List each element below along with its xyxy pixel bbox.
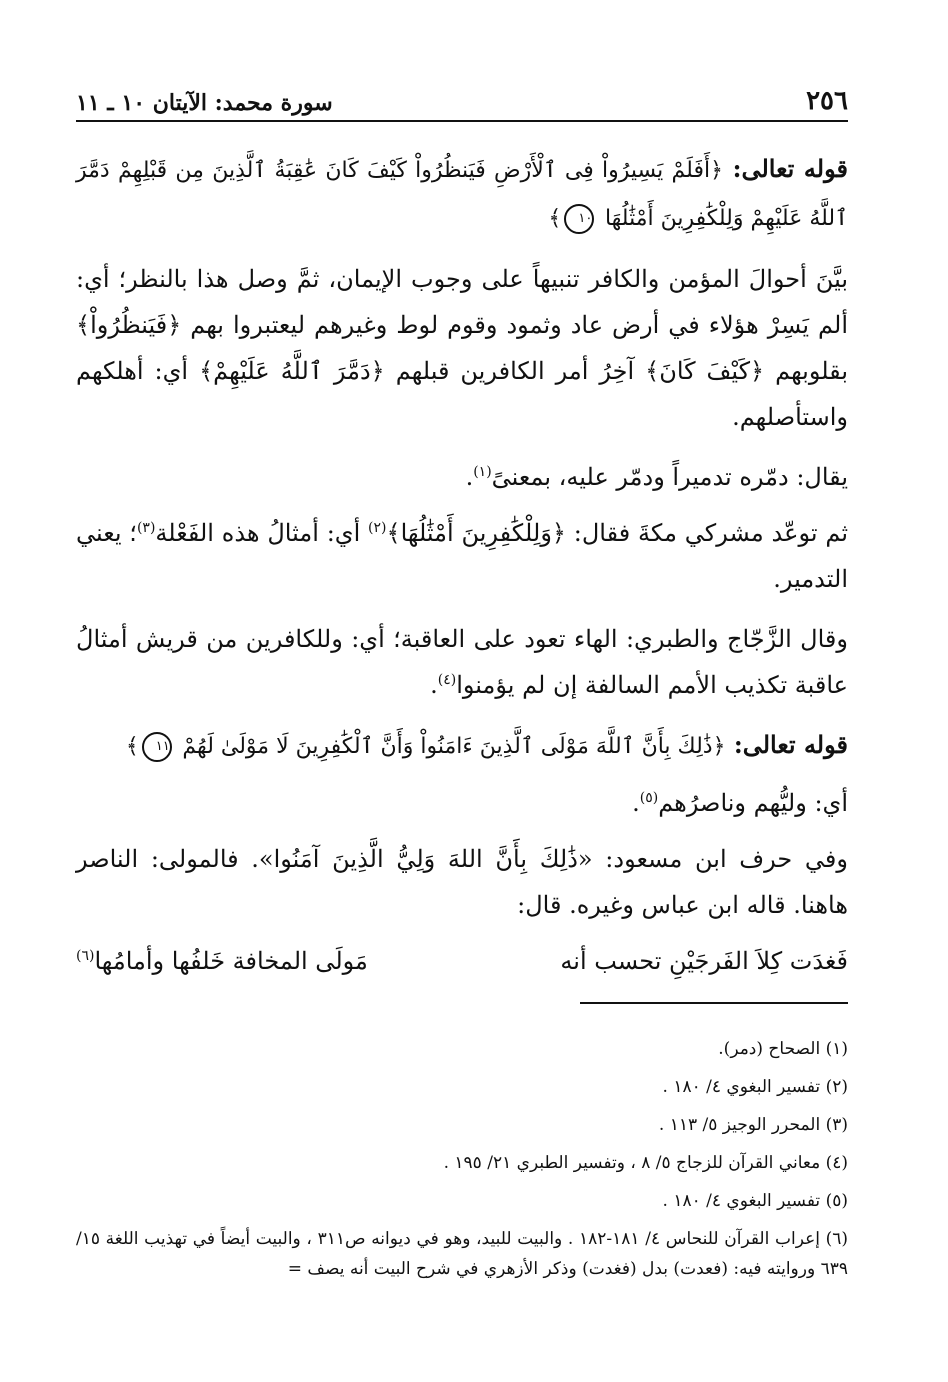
- commentary-paragraph: [76, 780, 848, 826]
- page-header: [76, 82, 848, 122]
- verse-lead: قوله تعالى:: [725, 730, 848, 759]
- commentary-paragraph: [76, 510, 848, 602]
- footnote-ref[interactable]: (١): [473, 464, 492, 480]
- commentary-paragraph: [76, 256, 848, 440]
- verse-paragraph-10: [76, 146, 848, 242]
- footnote: (٢) تفسير البغوي ٤/ ١٨٠ .: [662, 1077, 848, 1097]
- footnote: (٣) المحرر الوجيز ٥/ ١١٣ .: [658, 1115, 848, 1135]
- commentary-text: .: [465, 463, 474, 491]
- ayah-number-icon: ١١: [142, 732, 172, 762]
- footnotes: [76, 1030, 848, 1284]
- footnote-ref[interactable]: (٣): [136, 520, 156, 536]
- running-title: سورة محمد: الآيتان ١٠ ـ ١١: [76, 90, 333, 116]
- commentary-text: .: [430, 671, 438, 699]
- ayah-number-icon: ١٠: [564, 204, 594, 234]
- commentary-text: ثم توعّد مشركي مكةَ فقال: ﴿وَلِلْكَٰفِرِينَ أَمْثَٰلُهَا﴾: [386, 519, 849, 547]
- verse-close-bracket: ﴾: [548, 206, 562, 231]
- commentary-paragraph: [76, 616, 848, 708]
- commentary-paragraph: [76, 836, 848, 928]
- footnote: (٤) معاني القرآن للزجاج ٥/ ٨ ، وتفسير الطبري ٢١/ ١٩٥ .: [443, 1153, 848, 1173]
- verse-paragraph-11: [76, 722, 848, 770]
- verse-lead: قوله تعالى:: [722, 154, 848, 183]
- commentary-text: أي: وليُّهم وناصرُهم: [658, 789, 848, 817]
- commentary-text: ؛ يعني التدمير.: [76, 519, 848, 593]
- second-hemistich: [76, 938, 368, 984]
- commentary-text: يقال: دمّره تدميراً ودمّر عليه، بمعنىً: [491, 463, 848, 491]
- footnote-divider: [580, 1002, 848, 1004]
- footnote: (٥) تفسير البغوي ٤/ ١٨٠ .: [662, 1191, 848, 1211]
- poetry-verse: [76, 938, 848, 984]
- page-number: ٢٥٦: [806, 86, 848, 116]
- quran-verse: ﴿ذَٰلِكَ بِأَنَّ ٱللَّهَ مَوْلَى ٱلَّذِينَ ءَامَنُواْ وَأَنَّ ٱلْكَٰفِرِينَ لَا مَوْلَىٰ لَهُمْ: [182, 734, 726, 759]
- commentary-paragraph: [76, 454, 848, 500]
- commentary-text: وفي حرف ابن مسعود: «ذَٰلِكَ بِأَنَّ اللهَ وَلِيُّ الَّذِينَ آمَنُوا». فالمولى: الناصر هاهنا. قاله ابن عباس وغيره. قال:: [76, 845, 848, 919]
- footnote-ref[interactable]: (٥): [639, 790, 659, 806]
- commentary-text: وقال الزَّجّاج والطبري: الهاء تعود على العاقبة؛ أي: وللكافرين من قريش أمثالُ عاقبة تكذيب الأمم السالفة إن لم يؤمنوا: [76, 625, 848, 699]
- commentary-text: .: [632, 789, 640, 817]
- footnote: (٦) إعراب القرآن للنحاس ٤/ ١٨١-١٨٢ . والبيت للبيد، وهو في ديوانه ص٣١١ ، والبيت أيضاً في تهذيب اللغة ١٥/ ٦٣٩ وروايته فيه: (فعدت) بدل (فغدت) وذكر الأزهري في شرح البيت أنه يصف =: [76, 1229, 849, 1279]
- commentary-text: بيَّنَ أحوالَ المؤمن والكافر تنبيهاً على وجوب الإيمان، ثمَّ وصل هذا بالنظر؛ أي: ألم يَسِرْ هؤلاء في أرض عاد وثمود وقوم لوط وغيرهم ليعتبروا بهم ﴿فَيَنظُرُواْ﴾ بقلوبهم ﴿كَيْفَ كَانَ﴾ آخِرُ أمر الكافرين قبلهم ﴿دَمَّرَ ٱللَّهُ عَلَيْهِمْ﴾ أي: أهلكهم واستأصلهم.: [76, 265, 849, 431]
- commentary-text: أي: أمثالُ هذه الفَعْلة: [155, 519, 369, 547]
- second-hemistich-text: مَولَى المخافة خَلفُها وأمامُها: [94, 947, 368, 975]
- first-hemistich: فَغدَت كِلاَ الفَرجَيْنِ تحسب أنه: [560, 947, 848, 975]
- page-body: [76, 146, 848, 984]
- footnote: (١) الصحاح (دمر).: [718, 1039, 848, 1059]
- verse-close-bracket: ﴾: [125, 734, 139, 759]
- footnote-ref[interactable]: (٢): [368, 520, 387, 536]
- footnote-ref[interactable]: (٤): [437, 672, 457, 688]
- quran-verse: ﴿أَفَلَمْ يَسِيرُواْ فِى ٱلْأَرْضِ فَيَنظُرُواْ كَيْفَ كَانَ عَٰقِبَةُ ٱلَّذِينَ مِن قَبْلِهِمْ دَمَّرَ ٱللَّهُ عَلَيْهِمْ وَلِلْكَٰفِرِينَ أَمْثَٰلُهَا: [76, 158, 848, 231]
- footnote-ref[interactable]: (٦): [76, 948, 95, 964]
